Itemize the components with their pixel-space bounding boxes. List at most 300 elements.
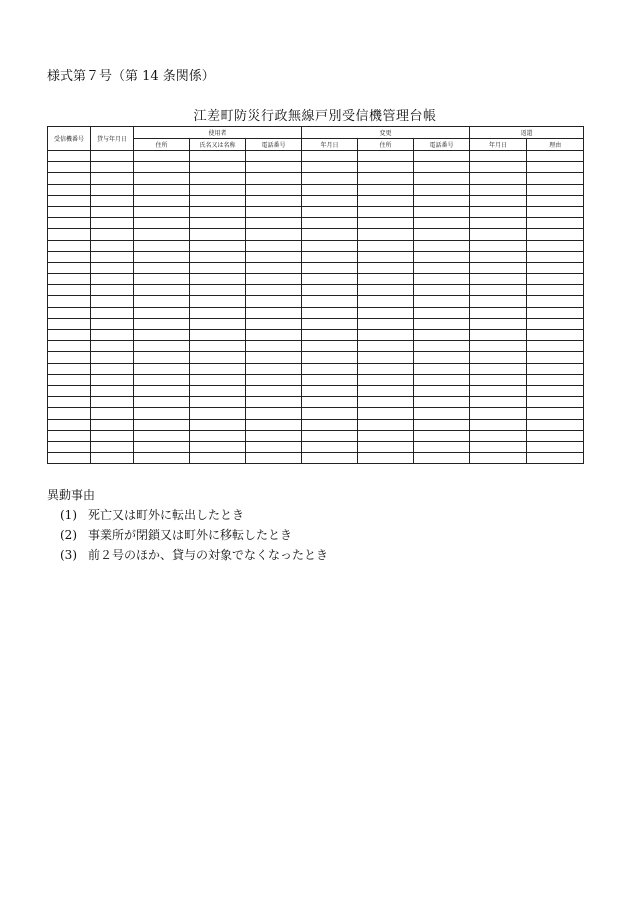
table-cell[interactable] <box>48 330 91 341</box>
table-cell[interactable] <box>527 441 584 452</box>
table-cell[interactable] <box>190 162 246 173</box>
table-cell[interactable] <box>302 363 358 374</box>
table-cell[interactable] <box>190 318 246 329</box>
table-cell[interactable] <box>470 296 527 307</box>
table-cell[interactable] <box>358 352 414 363</box>
table-cell[interactable] <box>134 385 190 396</box>
table-cell[interactable] <box>527 162 584 173</box>
table-cell[interactable] <box>91 229 134 240</box>
table-cell[interactable] <box>190 307 246 318</box>
reason-text: 死亡又は町外に転出したとき <box>88 508 245 522</box>
table-cell[interactable] <box>134 240 190 251</box>
table-cell[interactable] <box>190 218 246 229</box>
table-cell[interactable] <box>414 229 470 240</box>
table-cell[interactable] <box>358 206 414 217</box>
table-cell[interactable] <box>470 363 527 374</box>
table-cell[interactable] <box>470 385 527 396</box>
table-cell[interactable] <box>134 374 190 385</box>
table-cell[interactable] <box>470 229 527 240</box>
table-cell[interactable] <box>91 206 134 217</box>
table-cell[interactable] <box>414 385 470 396</box>
table-cell[interactable] <box>91 285 134 296</box>
table-cell[interactable] <box>358 296 414 307</box>
table-cell[interactable] <box>414 430 470 441</box>
table-cell[interactable] <box>527 397 584 408</box>
table-cell[interactable] <box>414 330 470 341</box>
table-cell[interactable] <box>48 385 91 396</box>
table-cell[interactable] <box>246 341 302 352</box>
table-cell[interactable] <box>190 330 246 341</box>
table-cell[interactable] <box>470 341 527 352</box>
table-cell[interactable] <box>527 419 584 430</box>
table-cell[interactable] <box>48 195 91 206</box>
table-cell[interactable] <box>358 195 414 206</box>
table-cell[interactable] <box>91 374 134 385</box>
table-cell[interactable] <box>302 240 358 251</box>
table-row <box>48 162 584 173</box>
table-cell[interactable] <box>134 363 190 374</box>
table-cell[interactable] <box>302 341 358 352</box>
table-cell[interactable] <box>302 162 358 173</box>
table-cell[interactable] <box>91 151 134 162</box>
table-cell[interactable] <box>414 408 470 419</box>
table-cell[interactable] <box>414 285 470 296</box>
table-cell[interactable] <box>414 240 470 251</box>
table-cell[interactable] <box>527 151 584 162</box>
table-cell[interactable] <box>48 240 91 251</box>
table-cell[interactable] <box>470 151 527 162</box>
table-cell[interactable] <box>48 441 91 452</box>
table-cell[interactable] <box>414 363 470 374</box>
table-cell[interactable] <box>302 206 358 217</box>
table-cell[interactable] <box>246 296 302 307</box>
table-cell[interactable] <box>358 274 414 285</box>
table-cell[interactable] <box>91 318 134 329</box>
table-cell[interactable] <box>48 285 91 296</box>
table-cell[interactable] <box>190 206 246 217</box>
table-cell[interactable] <box>302 330 358 341</box>
table-cell[interactable] <box>91 184 134 195</box>
table-cell[interactable] <box>134 162 190 173</box>
table-cell[interactable] <box>246 285 302 296</box>
table-cell[interactable] <box>358 151 414 162</box>
table-cell[interactable] <box>91 453 134 464</box>
table-cell[interactable] <box>190 453 246 464</box>
table-cell[interactable] <box>134 195 190 206</box>
table-cell[interactable] <box>134 307 190 318</box>
table-cell[interactable] <box>527 240 584 251</box>
ledger-body <box>48 151 584 464</box>
table-cell[interactable] <box>134 173 190 184</box>
table-cell[interactable] <box>134 441 190 452</box>
table-cell[interactable] <box>134 151 190 162</box>
table-cell[interactable] <box>134 251 190 262</box>
table-cell[interactable] <box>302 274 358 285</box>
table-cell[interactable] <box>48 374 91 385</box>
table-cell[interactable] <box>246 363 302 374</box>
table-cell[interactable] <box>527 330 584 341</box>
table-cell[interactable] <box>48 151 91 162</box>
table-cell[interactable] <box>134 229 190 240</box>
table-cell[interactable] <box>358 218 414 229</box>
table-cell[interactable] <box>470 318 527 329</box>
table-cell[interactable] <box>358 251 414 262</box>
reason-text: 事業所が閉鎖又は町外に移転したとき <box>88 528 293 542</box>
form-number: 様式第７号（第 14 条関係） <box>47 69 215 84</box>
table-cell[interactable] <box>470 240 527 251</box>
table-cell[interactable] <box>134 274 190 285</box>
table-cell[interactable] <box>358 229 414 240</box>
table-cell[interactable] <box>470 419 527 430</box>
table-cell[interactable] <box>302 441 358 452</box>
table-cell[interactable] <box>470 162 527 173</box>
table-cell[interactable] <box>48 206 91 217</box>
table-cell[interactable] <box>190 374 246 385</box>
table-cell[interactable] <box>246 229 302 240</box>
table-cell[interactable] <box>414 419 470 430</box>
table-cell[interactable] <box>91 363 134 374</box>
table-cell[interactable] <box>302 397 358 408</box>
table-cell[interactable] <box>302 453 358 464</box>
table-cell[interactable] <box>414 195 470 206</box>
table-cell[interactable] <box>134 285 190 296</box>
table-cell[interactable] <box>134 341 190 352</box>
table-cell[interactable] <box>190 240 246 251</box>
table-cell[interactable] <box>358 453 414 464</box>
table-cell[interactable] <box>190 397 246 408</box>
table-cell[interactable] <box>414 296 470 307</box>
table-cell[interactable] <box>91 397 134 408</box>
table-cell[interactable] <box>91 240 134 251</box>
table-cell[interactable] <box>470 330 527 341</box>
table-cell[interactable] <box>302 195 358 206</box>
table-cell[interactable] <box>48 296 91 307</box>
table-cell[interactable] <box>302 173 358 184</box>
table-cell[interactable] <box>246 184 302 195</box>
table-cell[interactable] <box>470 374 527 385</box>
table-cell[interactable] <box>302 184 358 195</box>
table-cell[interactable] <box>48 307 91 318</box>
table-cell[interactable] <box>190 441 246 452</box>
table-cell[interactable] <box>246 374 302 385</box>
table-cell[interactable] <box>527 453 584 464</box>
table-cell[interactable] <box>134 352 190 363</box>
table-cell[interactable] <box>414 162 470 173</box>
table-row <box>48 229 584 240</box>
table-cell[interactable] <box>246 251 302 262</box>
table-cell[interactable] <box>470 430 527 441</box>
table-cell[interactable] <box>91 408 134 419</box>
table-cell[interactable] <box>302 229 358 240</box>
table-cell[interactable] <box>246 240 302 251</box>
table-cell[interactable] <box>246 397 302 408</box>
table-cell[interactable] <box>48 430 91 441</box>
table-cell[interactable] <box>302 374 358 385</box>
table-cell[interactable] <box>246 218 302 229</box>
table-cell[interactable] <box>134 184 190 195</box>
header-user-name: 氏名又は名称 <box>190 139 246 151</box>
table-cell[interactable] <box>48 318 91 329</box>
table-cell[interactable] <box>470 352 527 363</box>
table-cell[interactable] <box>414 151 470 162</box>
table-cell[interactable] <box>527 430 584 441</box>
table-cell[interactable] <box>48 229 91 240</box>
table-cell[interactable] <box>302 385 358 396</box>
table-cell[interactable] <box>470 206 527 217</box>
table-cell[interactable] <box>414 262 470 273</box>
table-cell[interactable] <box>302 296 358 307</box>
table-cell[interactable] <box>527 374 584 385</box>
table-cell[interactable] <box>134 430 190 441</box>
table-cell[interactable] <box>48 162 91 173</box>
table-cell[interactable] <box>414 206 470 217</box>
table-cell[interactable] <box>91 218 134 229</box>
table-cell[interactable] <box>527 218 584 229</box>
table-cell[interactable] <box>414 251 470 262</box>
table-cell[interactable] <box>246 430 302 441</box>
table-cell[interactable] <box>358 184 414 195</box>
table-cell[interactable] <box>527 352 584 363</box>
table-cell[interactable] <box>358 374 414 385</box>
table-cell[interactable] <box>134 262 190 273</box>
table-cell[interactable] <box>48 184 91 195</box>
table-cell[interactable] <box>190 352 246 363</box>
header-group-user: 使用者 <box>134 127 302 139</box>
table-cell[interactable] <box>414 341 470 352</box>
table-row <box>48 307 584 318</box>
table-cell[interactable] <box>302 251 358 262</box>
table-cell[interactable] <box>91 296 134 307</box>
table-cell[interactable] <box>470 184 527 195</box>
table-cell[interactable] <box>246 318 302 329</box>
table-cell[interactable] <box>527 195 584 206</box>
reason-number: (3) <box>60 548 77 562</box>
table-cell[interactable] <box>302 262 358 273</box>
table-cell[interactable] <box>470 307 527 318</box>
table-cell[interactable] <box>246 274 302 285</box>
table-cell[interactable] <box>358 162 414 173</box>
table-cell[interactable] <box>527 408 584 419</box>
table-cell[interactable] <box>470 195 527 206</box>
table-cell[interactable] <box>246 453 302 464</box>
table-cell[interactable] <box>48 274 91 285</box>
table-cell[interactable] <box>91 307 134 318</box>
table-cell[interactable] <box>358 318 414 329</box>
table-cell[interactable] <box>302 352 358 363</box>
table-cell[interactable] <box>91 419 134 430</box>
table-cell[interactable] <box>190 430 246 441</box>
table-cell[interactable] <box>91 341 134 352</box>
table-cell[interactable] <box>414 218 470 229</box>
table-cell[interactable] <box>48 251 91 262</box>
table-cell[interactable] <box>527 262 584 273</box>
table-cell[interactable] <box>91 430 134 441</box>
table-cell[interactable] <box>48 408 91 419</box>
table-cell[interactable] <box>527 274 584 285</box>
table-cell[interactable] <box>470 262 527 273</box>
table-cell[interactable] <box>190 363 246 374</box>
table-cell[interactable] <box>302 151 358 162</box>
reason-item <box>60 546 328 563</box>
table-cell[interactable] <box>358 397 414 408</box>
table-cell[interactable] <box>190 229 246 240</box>
table-cell[interactable] <box>414 274 470 285</box>
table-cell[interactable] <box>414 184 470 195</box>
header-row-groups <box>48 127 584 139</box>
table-cell[interactable] <box>134 453 190 464</box>
table-cell[interactable] <box>134 318 190 329</box>
table-cell[interactable] <box>190 184 246 195</box>
table-cell[interactable] <box>48 352 91 363</box>
table-cell[interactable] <box>190 419 246 430</box>
table-cell[interactable] <box>470 218 527 229</box>
table-cell[interactable] <box>246 408 302 419</box>
table-cell[interactable] <box>527 363 584 374</box>
table-cell[interactable] <box>358 441 414 452</box>
table-cell[interactable] <box>414 453 470 464</box>
table-cell[interactable] <box>358 330 414 341</box>
table-cell[interactable] <box>190 341 246 352</box>
table-cell[interactable] <box>527 385 584 396</box>
table-cell[interactable] <box>470 441 527 452</box>
table-cell[interactable] <box>190 151 246 162</box>
table-cell[interactable] <box>527 184 584 195</box>
table-cell[interactable] <box>134 206 190 217</box>
table-cell[interactable] <box>91 274 134 285</box>
table-cell[interactable] <box>190 195 246 206</box>
table-cell[interactable] <box>527 318 584 329</box>
table-cell[interactable] <box>414 397 470 408</box>
table-cell[interactable] <box>527 229 584 240</box>
table-cell[interactable] <box>91 330 134 341</box>
table-cell[interactable] <box>358 285 414 296</box>
table-cell[interactable] <box>246 173 302 184</box>
table-cell[interactable] <box>470 285 527 296</box>
table-cell[interactable] <box>190 274 246 285</box>
table-cell[interactable] <box>91 385 134 396</box>
table-cell[interactable] <box>358 408 414 419</box>
table-cell[interactable] <box>48 419 91 430</box>
table-cell[interactable] <box>91 441 134 452</box>
table-cell[interactable] <box>134 397 190 408</box>
table-cell[interactable] <box>358 419 414 430</box>
table-cell[interactable] <box>414 441 470 452</box>
table-cell[interactable] <box>91 352 134 363</box>
table-row <box>48 296 584 307</box>
table-cell[interactable] <box>302 430 358 441</box>
table-cell[interactable] <box>414 307 470 318</box>
table-cell[interactable] <box>414 318 470 329</box>
table-cell[interactable] <box>527 296 584 307</box>
table-cell[interactable] <box>134 419 190 430</box>
table-cell[interactable] <box>302 218 358 229</box>
table-cell[interactable] <box>470 251 527 262</box>
table-cell[interactable] <box>190 296 246 307</box>
table-cell[interactable] <box>246 441 302 452</box>
table-cell[interactable] <box>302 285 358 296</box>
table-cell[interactable] <box>190 173 246 184</box>
table-cell[interactable] <box>246 385 302 396</box>
table-cell[interactable] <box>48 363 91 374</box>
table-cell[interactable] <box>527 251 584 262</box>
table-cell[interactable] <box>527 341 584 352</box>
table-cell[interactable] <box>134 218 190 229</box>
table-cell[interactable] <box>246 262 302 273</box>
table-cell[interactable] <box>414 173 470 184</box>
table-cell[interactable] <box>48 173 91 184</box>
table-cell[interactable] <box>48 453 91 464</box>
table-cell[interactable] <box>527 173 584 184</box>
table-cell[interactable] <box>91 262 134 273</box>
table-cell[interactable] <box>527 285 584 296</box>
table-cell[interactable] <box>358 173 414 184</box>
table-cell[interactable] <box>302 408 358 419</box>
header-return-reason: 理由 <box>527 139 584 151</box>
table-cell[interactable] <box>470 453 527 464</box>
table-cell[interactable] <box>302 318 358 329</box>
table-cell[interactable] <box>358 363 414 374</box>
table-cell[interactable] <box>470 408 527 419</box>
table-cell[interactable] <box>358 262 414 273</box>
table-cell[interactable] <box>470 274 527 285</box>
table-row <box>48 318 584 329</box>
header-change-phone: 電話番号 <box>414 139 470 151</box>
table-cell[interactable] <box>190 262 246 273</box>
table-cell[interactable] <box>246 307 302 318</box>
table-cell[interactable] <box>48 262 91 273</box>
table-cell[interactable] <box>134 408 190 419</box>
table-cell[interactable] <box>190 251 246 262</box>
table-cell[interactable] <box>358 307 414 318</box>
table-cell[interactable] <box>246 195 302 206</box>
table-cell[interactable] <box>302 307 358 318</box>
table-cell[interactable] <box>91 162 134 173</box>
table-cell[interactable] <box>358 430 414 441</box>
table-row <box>48 195 584 206</box>
table-cell[interactable] <box>134 330 190 341</box>
table-cell[interactable] <box>246 330 302 341</box>
table-cell[interactable] <box>527 206 584 217</box>
table-cell[interactable] <box>414 374 470 385</box>
table-cell[interactable] <box>190 285 246 296</box>
table-cell[interactable] <box>470 397 527 408</box>
table-cell[interactable] <box>246 151 302 162</box>
table-cell[interactable] <box>470 173 527 184</box>
table-cell[interactable] <box>246 162 302 173</box>
table-cell[interactable] <box>91 251 134 262</box>
table-cell[interactable] <box>302 419 358 430</box>
table-cell[interactable] <box>134 296 190 307</box>
table-cell[interactable] <box>48 218 91 229</box>
header-receiver-number: 受信機番号 <box>48 127 91 151</box>
table-cell[interactable] <box>48 341 91 352</box>
table-cell[interactable] <box>190 408 246 419</box>
table-cell[interactable] <box>414 352 470 363</box>
table-cell[interactable] <box>358 341 414 352</box>
table-cell[interactable] <box>48 397 91 408</box>
reason-number: (1) <box>60 508 77 522</box>
table-cell[interactable] <box>527 307 584 318</box>
table-cell[interactable] <box>91 173 134 184</box>
table-cell[interactable] <box>246 419 302 430</box>
table-cell[interactable] <box>358 385 414 396</box>
table-cell[interactable] <box>190 385 246 396</box>
table-cell[interactable] <box>246 206 302 217</box>
table-cell[interactable] <box>358 240 414 251</box>
table-cell[interactable] <box>246 352 302 363</box>
table-cell[interactable] <box>91 195 134 206</box>
table-row <box>48 274 584 285</box>
